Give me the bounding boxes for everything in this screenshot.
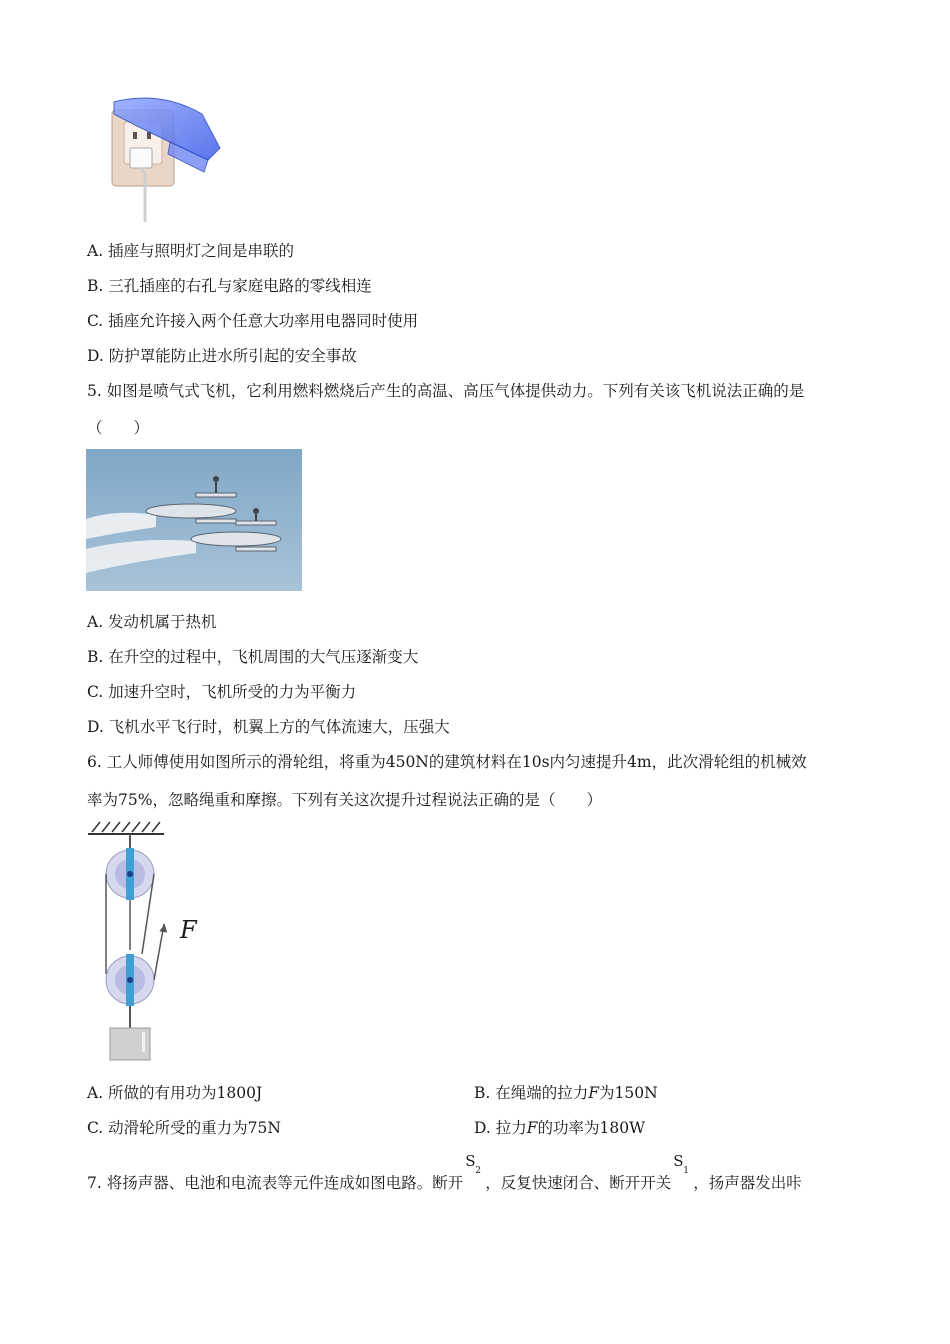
switch-s2-label — [463, 1152, 485, 1188]
socket-cover-figure — [100, 92, 230, 224]
s1-subscript: 1 — [683, 1166, 689, 1176]
q5-option-c: C. 加速升空时，飞机所受的力为平衡力 — [87, 683, 357, 701]
s2-subscript: 2 — [475, 1166, 481, 1176]
s1-letter: S — [673, 1152, 684, 1170]
force-f-label: F — [180, 916, 197, 944]
q6-stem-line1: 6. 工人师傅使用如图所示的滑轮组，将重为450N的建筑材料在10s内匀速提升4m，此次滑轮组的机械效 — [87, 753, 807, 771]
q6-option-d-text: D. 拉力 — [474, 1119, 527, 1137]
q6-option-d-var: F — [526, 1119, 538, 1137]
q4-option-a: A. 插座与照明灯之间是串联的 — [87, 242, 295, 260]
q7-stem-mid: ，反复快速闭合、断开开关 — [485, 1174, 672, 1192]
q4-option-b: B. 三孔插座的右孔与家庭电路的零线相连 — [87, 277, 372, 295]
q6-option-b-text: B. 在绳端的拉力 — [474, 1084, 589, 1102]
q6-option-a: A. 所做的有用功为1800J — [87, 1084, 263, 1102]
q4-option-d: D. 防护罩能防止进水所引起的安全事故 — [87, 347, 357, 365]
q5-stem: 5. 如图是喷气式飞机，它利用燃料燃烧后产生的高温、高压气体提供动力。下列有关该飞机说法正确的是 — [87, 382, 805, 400]
q5-answer-paren: （ ） — [87, 419, 150, 437]
q4-option-c: C. 插座允许接入两个任意大功率用电器同时使用 — [87, 312, 419, 330]
q6-option-b-var: F — [588, 1084, 600, 1102]
q6-option-d-value: 的功率为180W — [537, 1119, 646, 1137]
q6-option-d — [474, 1117, 645, 1139]
switch-s1-label — [671, 1152, 693, 1188]
pulley-system-figure — [86, 818, 216, 1064]
q6-option-b-value: 为150N — [599, 1084, 658, 1102]
q7-stem-pre: 7. 将扬声器、电池和电流表等元件连成如图电路。断开 — [87, 1174, 464, 1192]
s2-letter: S — [465, 1152, 476, 1170]
q5-option-a: A. 发动机属于热机 — [87, 613, 217, 631]
q5-option-d: D. 飞机水平飞行时，机翼上方的气体流速大，压强大 — [87, 718, 450, 736]
q7-stem — [87, 1152, 802, 1194]
q6-option-b — [474, 1082, 658, 1104]
q6-stem-line2: 率为75%，忽略绳重和摩擦。下列有关这次提升过程说法正确的是（ ） — [87, 791, 602, 809]
q6-option-c: C. 动滑轮所受的重力为75N — [87, 1119, 281, 1137]
q7-stem-post: ，扬声器发出咔 — [693, 1174, 802, 1192]
q5-option-b: B. 在升空的过程中，飞机周围的大气压逐渐变大 — [87, 648, 419, 666]
airplanes-photo — [86, 449, 302, 591]
